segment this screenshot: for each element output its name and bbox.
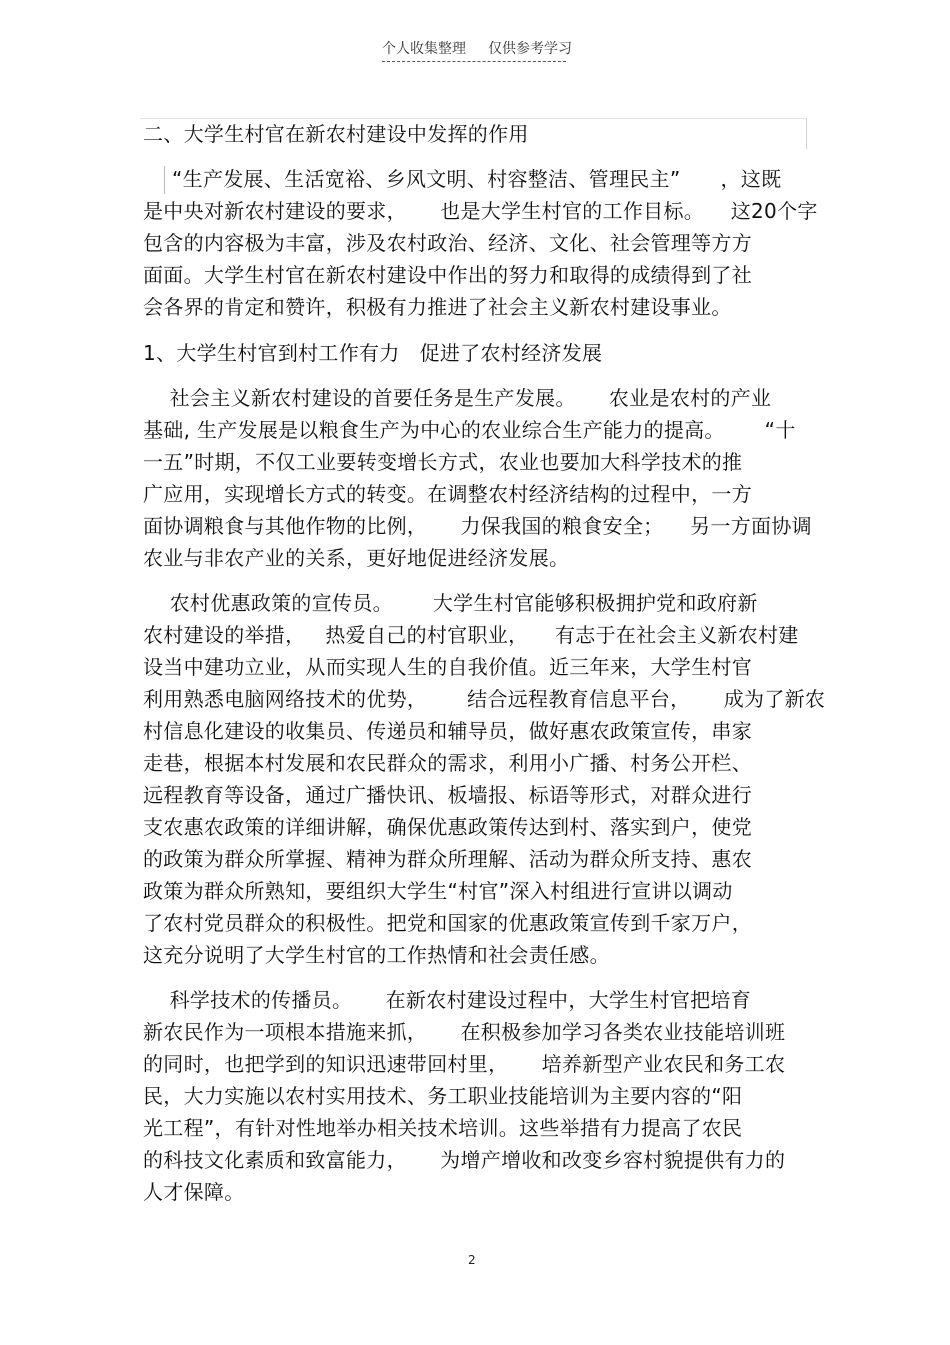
text-line: 一五”时期，不仅工业要转变增长方式，农业也要加大科学技术的推 [143, 450, 743, 474]
text-line: 了农村党员群众的积极性。把党和国家的优惠政策宣传到千家万户， [143, 911, 752, 935]
text-line: 光工程”，有针对性地举办相关技术培训。这些举措有力提高了农民 [143, 1116, 743, 1140]
text-line: 民，大力实施以农村实用技术、务工职业技能培训为主要内容的“阳 [143, 1084, 743, 1108]
page-header [382, 40, 572, 62]
text-line: 基础, 生产发展是以粮食生产为中心的农业综合生产能力的提高。 “十 [143, 418, 796, 442]
text-line: 农业与非农产业的关系，更好地促进经济发展。 [143, 546, 570, 570]
paragraph-marker [164, 166, 165, 194]
text-line: “生产发展、生活宽裕、乡风文明、村容整洁、管理民主” ，这既 [172, 167, 782, 191]
text-line: 人才保障。 [143, 1180, 245, 1204]
text-line: 设当中建功立业，从而实现人生的自我价值。近三年来，大学生村官 [143, 655, 752, 679]
text-line: 政策为群众所熟知，要组织大学生“村官”深入村组进行宣讲以调动 [143, 879, 733, 903]
text-line: 支农惠农政策的详细讲解，确保优惠政策传达到村、落实到户，使党 [143, 815, 752, 839]
section-title: 二、大学生村官在新农村建设中发挥的作用 [143, 122, 529, 146]
text-line: 这充分说明了大学生村官的工作热情和社会责任感。 [143, 943, 610, 967]
text-line: 科学技术的传播员。 在新农村建设过程中，大学生村官把培育 [143, 988, 752, 1012]
text-line: 广应用，实现增长方式的转变。在调整农村经济结构的过程中，一方 [143, 482, 752, 506]
header-left-text: 个人收集整理 [382, 41, 466, 57]
text-line: 社会主义新农村建设的首要任务是生产发展。 农业是农村的产业 [143, 386, 772, 410]
text-line: 村信息化建设的收集员、传递员和辅导员，做好惠农政策宣传，串家 [143, 719, 752, 743]
text-line: 农村优惠政策的宣传员。 大学生村官能够积极拥护党和政府新 [143, 591, 758, 615]
subsection-title: 1、大学生村官到村工作有力 促进了农村经济发展 [143, 341, 603, 365]
text-line: 走巷，根据本村发展和农民群众的需求，利用小广播、村务公开栏、 [143, 751, 752, 775]
text-line: 的科技文化素质和致富能力， 为增产增收和改变乡容村貌提供有力的 [143, 1148, 786, 1172]
text-line: 会各界的肯定和赞许，积极有力推进了社会主义新农村建设事业。 [143, 295, 732, 319]
text-line: 农村建设的举措， 热爱自己的村官职业， 有志于在社会主义新农村建 [143, 623, 799, 647]
text-line: 的同时，也把学到的知识迅速带回村里， 培养新型产业农民和务工农 [143, 1052, 786, 1076]
text-line: 面面。大学生村官在新农村建设中作出的努力和取得的成绩得到了社 [143, 263, 752, 287]
text-line: 新农民作为一项根本措施来抓， 在积极参加学习各类农业技能培训班 [143, 1020, 786, 1044]
text-line: 包含的内容极为丰富，涉及农村政治、经济、文化、社会管理等方方 [143, 231, 752, 255]
page-number: 2 [468, 1253, 476, 1267]
text-line: 面协调粮食与其他作物的比例， 力保我国的粮食安全； 另一方面协调 [143, 514, 812, 538]
text-line: 是中央对新农村建设的要求， 也是大学生村官的工作目标。 这20个字 [143, 199, 818, 223]
header-right-text: 仅供参考学习 [488, 41, 572, 57]
text-line: 的政策为群众所掌握、精神为群众所理解、活动为群众所支持、惠农 [143, 847, 752, 871]
text-line: 利用熟悉电脑网络技术的优势， 结合远程教育信息平台， 成为了新农 [143, 687, 826, 711]
text-line: 远程教育等设备，通过广播快讯、板墙报、标语等形式，对群众进行 [143, 783, 752, 807]
